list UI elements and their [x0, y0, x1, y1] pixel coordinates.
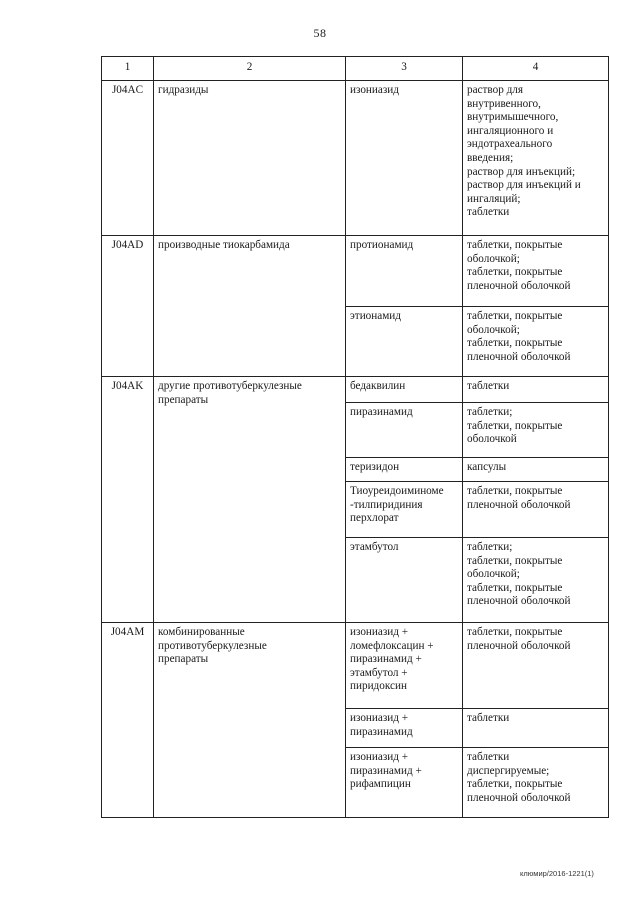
column-header: 3 — [346, 57, 463, 81]
drug-name: этамбутол — [346, 538, 463, 623]
table-row — [102, 623, 609, 709]
atc-code: J04AK — [102, 377, 154, 623]
drug-name: этионамид — [346, 307, 463, 377]
column-header: 1 — [102, 57, 154, 81]
column-header: 2 — [154, 57, 346, 81]
drug-name: изониазид — [346, 81, 463, 236]
drug-name: бедаквилин — [346, 377, 463, 403]
drug-name: протионамид — [346, 236, 463, 307]
dosage-forms: таблетки диспергируемые; таблетки, покрытые пленочной оболочкой — [463, 748, 609, 818]
table-header-row — [102, 57, 609, 81]
table-row — [102, 81, 609, 236]
footer-document-code: клюмир/2016-1221(1) — [520, 869, 594, 878]
drug-name: пиразинамид — [346, 403, 463, 458]
column-header: 4 — [463, 57, 609, 81]
dosage-forms: раствор для внутривенного, внутримышечного, ингаляционного и эндотрахеального введения; раствор для инъекций; раствор для инъекций и ингаляций; таблетки — [463, 81, 609, 236]
group-name: другие противотуберкулезные препараты — [154, 377, 346, 623]
dosage-forms: таблетки, покрытые оболочкой; таблетки, покрытые пленочной оболочкой — [463, 236, 609, 307]
dosage-forms: таблетки, покрытые пленочной оболочкой — [463, 482, 609, 538]
drug-name: Тиоуреидоиминоме -тилпиридиния перхлорат — [346, 482, 463, 538]
drug-name: изониазид + ломефлоксацин + пиразинамид + этамбутол + пиридоксин — [346, 623, 463, 709]
dosage-forms: таблетки; таблетки, покрытые оболочкой; таблетки, покрытые пленочной оболочкой — [463, 538, 609, 623]
group-name: комбинированные противотуберкулезные препараты — [154, 623, 346, 818]
dosage-forms: таблетки, покрытые оболочкой; таблетки, покрытые пленочной оболочкой — [463, 307, 609, 377]
dosage-forms: таблетки, покрытые пленочной оболочкой — [463, 623, 609, 709]
atc-code: J04AM — [102, 623, 154, 818]
table-row — [102, 377, 609, 403]
dosage-forms: таблетки — [463, 377, 609, 403]
drug-name: теризидон — [346, 458, 463, 482]
drug-name: изониазид + пиразинамид + рифампицин — [346, 748, 463, 818]
group-name: производные тиокарбамида — [154, 236, 346, 377]
drug-name: изониазид + пиразинамид — [346, 709, 463, 748]
drug-table — [101, 56, 609, 818]
dosage-forms: таблетки — [463, 709, 609, 748]
group-name: гидразиды — [154, 81, 346, 236]
dosage-forms: таблетки; таблетки, покрытые оболочкой — [463, 403, 609, 458]
dosage-forms: капсулы — [463, 458, 609, 482]
atc-code: J04AD — [102, 236, 154, 377]
page-number: 58 — [313, 26, 327, 40]
atc-code: J04AC — [102, 81, 154, 236]
table-row — [102, 236, 609, 307]
